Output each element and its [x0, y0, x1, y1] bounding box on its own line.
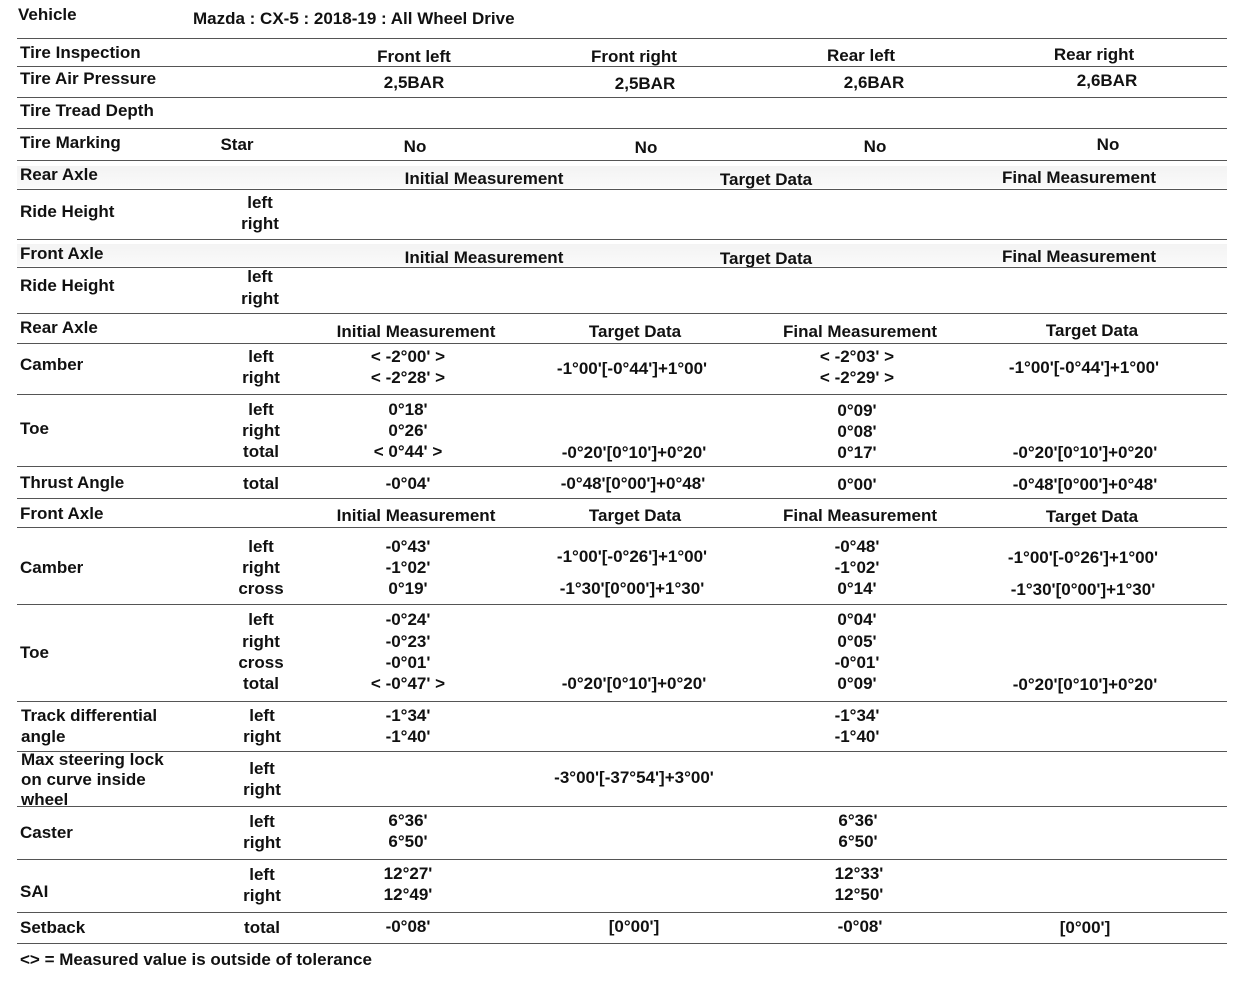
divider: [17, 466, 1227, 467]
rear-toe-initial-total: < 0°44' >: [373, 442, 443, 461]
divider: [17, 394, 1227, 395]
ride-rear-right: right: [241, 214, 279, 233]
rear-toe-initial-left: 0°18': [388, 400, 428, 419]
tolerance-footnote: <> = Measured value is outside of tolerance: [20, 950, 372, 969]
ride-front-target-header: Target Data: [719, 249, 813, 268]
marking-rear-left: No: [863, 137, 887, 156]
divider: [17, 189, 1227, 190]
rear-toe-target: -0°20'[0°10']+0°20': [561, 443, 707, 462]
air-pressure-rear-right: 2,6BAR: [1076, 71, 1138, 90]
thrust-angle-label: Thrust Angle: [20, 473, 125, 492]
caster-side-right: right: [243, 833, 281, 852]
front-camber-final-left: -0°48': [834, 537, 880, 556]
ride-height-front-label: Ride Height: [20, 276, 115, 295]
front-camber-side-right: right: [242, 558, 280, 577]
steer-target: -3°00'[-37°54']+3°00': [554, 768, 714, 787]
rear-toe-side-total: total: [243, 442, 279, 461]
setback-target: [0°00']: [608, 917, 660, 936]
tire-marking-star: Star: [220, 135, 254, 154]
divider: [17, 66, 1227, 67]
divider: [17, 943, 1227, 944]
air-pressure-front-left: 2,5BAR: [383, 73, 445, 92]
front-toe-side-cross: cross: [238, 653, 284, 672]
steer-lock-label-line3: wheel: [21, 790, 69, 809]
tire-marking-label: Tire Marking: [20, 133, 121, 152]
setback-target2: [0°00']: [1059, 918, 1111, 937]
rear-camber-label: Camber: [20, 355, 84, 374]
tire-tread-depth-label: Tire Tread Depth: [20, 101, 154, 120]
thrust-side-total: total: [243, 474, 279, 493]
track-side-right: right: [243, 727, 281, 746]
front-camber-initial-left: -0°43': [385, 537, 431, 556]
front-axle-title: Front Axle: [20, 504, 104, 523]
vehicle-value: Mazda : CX-5 : 2018-19 : All Wheel Drive: [193, 9, 515, 28]
front-camber-target2-cross: -1°30'[0°00']+1°30': [1010, 580, 1156, 599]
rear-toe-side-right: right: [242, 421, 280, 440]
front-target-header: Target Data: [588, 506, 682, 525]
thrust-target2: -0°48'[0°00']+0°48': [1012, 475, 1158, 494]
setback-side-total: total: [244, 918, 280, 937]
divider: [17, 498, 1227, 499]
divider: [17, 751, 1227, 752]
front-initial-header: Initial Measurement: [336, 506, 496, 525]
ride-rear-final-header: Final Measurement: [1002, 168, 1156, 187]
front-camber-target-cross: -1°30'[0°00']+1°30': [559, 579, 705, 598]
sai-initial-left: 12°27': [383, 864, 433, 883]
air-pressure-rear-left: 2,6BAR: [843, 73, 905, 92]
rear-camber-side-right: right: [242, 368, 280, 387]
front-toe-label: Toe: [20, 643, 49, 662]
sai-initial-right: 12°49': [383, 885, 433, 904]
caster-final-left: 6°36': [838, 811, 878, 830]
steer-side-left: left: [249, 759, 275, 778]
rear-initial-header: Initial Measurement: [336, 322, 496, 341]
setback-initial: -0°08': [385, 917, 431, 936]
marking-front-right: No: [634, 138, 658, 157]
front-toe-final-left: 0°04': [837, 610, 877, 629]
rear-camber-side-left: left: [248, 347, 274, 366]
ride-front-left: left: [247, 267, 273, 286]
setback-label: Setback: [20, 918, 86, 937]
divider: [17, 97, 1227, 98]
front-camber-target2: -1°00'[-0°26']+1°00': [1007, 548, 1159, 567]
divider: [17, 343, 1227, 344]
divider: [17, 239, 1227, 240]
front-camber-final-cross: 0°14': [837, 579, 877, 598]
front-toe-initial-cross: -0°01': [385, 653, 431, 672]
sai-label: SAI: [20, 882, 49, 901]
rear-axle-ride-title: Rear Axle: [20, 165, 98, 184]
steer-side-right: right: [243, 780, 281, 799]
rear-toe-final-total: 0°17': [837, 443, 877, 462]
front-camber-label: Camber: [20, 558, 84, 577]
front-toe-initial-total: < -0°47' >: [370, 674, 446, 693]
thrust-initial: -0°04': [385, 474, 431, 493]
ride-front-final-header: Final Measurement: [1002, 247, 1156, 266]
caster-label: Caster: [20, 823, 73, 842]
ride-front-initial-header: Initial Measurement: [404, 248, 564, 267]
rear-toe-final-left: 0°09': [837, 401, 877, 420]
thrust-target: -0°48'[0°00']+0°48': [560, 474, 706, 493]
front-toe-final-right: 0°05': [837, 632, 877, 651]
ride-rear-target-header: Target Data: [719, 170, 813, 189]
front-camber-target: -1°00'[-0°26']+1°00': [556, 547, 708, 566]
divider: [17, 160, 1227, 161]
track-diff-label-line2: angle: [21, 727, 66, 746]
tire-air-pressure-label: Tire Air Pressure: [20, 69, 157, 88]
ride-height-rear-label: Ride Height: [20, 202, 115, 221]
divider: [17, 701, 1227, 702]
front-toe-target2: -0°20'[0°10']+0°20': [1012, 675, 1158, 694]
caster-initial-right: 6°50': [388, 832, 428, 851]
ride-rear-initial-header: Initial Measurement: [404, 169, 564, 188]
track-initial-right: -1°40': [385, 727, 431, 746]
track-final-right: -1°40': [834, 727, 880, 746]
rear-toe-final-right: 0°08': [837, 422, 877, 441]
steer-lock-label-line2: on curve inside: [21, 770, 146, 789]
front-camber-final-right: -1°02': [834, 558, 880, 577]
caster-initial-left: 6°36': [388, 811, 428, 830]
tire-position-rear-left: Rear left: [826, 46, 896, 65]
thrust-final: 0°00': [837, 475, 877, 494]
front-toe-side-left: left: [248, 610, 274, 629]
front-camber-side-left: left: [248, 537, 274, 556]
ride-rear-left: left: [247, 193, 273, 212]
front-toe-initial-left: -0°24': [385, 610, 431, 629]
tire-inspection-label: Tire Inspection: [20, 43, 141, 62]
caster-final-right: 6°50': [838, 832, 878, 851]
track-final-left: -1°34': [834, 706, 880, 725]
sai-side-left: left: [249, 865, 275, 884]
rear-final-header: Final Measurement: [783, 322, 937, 341]
front-toe-final-total: 0°09': [837, 674, 877, 693]
steer-lock-label-line1: Max steering lock: [21, 750, 164, 769]
divider: [17, 267, 1227, 268]
divider: [17, 527, 1227, 528]
rear-target2-header: Target Data: [1045, 321, 1139, 340]
sai-final-right: 12°50': [834, 885, 884, 904]
marking-rear-right: No: [1096, 135, 1120, 154]
divider: [17, 313, 1227, 314]
tire-position-front-right: Front right: [591, 47, 677, 66]
air-pressure-front-right: 2,5BAR: [614, 74, 676, 93]
track-initial-left: -1°34': [385, 706, 431, 725]
ride-front-right: right: [241, 289, 279, 308]
sai-final-left: 12°33': [834, 864, 884, 883]
caster-side-left: left: [249, 812, 275, 831]
divider: [17, 128, 1227, 129]
rear-camber-initial-left: < -2°00' >: [370, 347, 446, 366]
rear-toe-target2: -0°20'[0°10']+0°20': [1012, 443, 1158, 462]
divider: [17, 38, 1227, 39]
front-camber-side-cross: cross: [238, 579, 284, 598]
tire-position-rear-right: Rear right: [1053, 45, 1135, 64]
marking-front-left: No: [403, 137, 427, 156]
front-axle-ride-title: Front Axle: [20, 244, 104, 263]
front-toe-initial-right: -0°23': [385, 632, 431, 651]
front-toe-side-right: right: [242, 632, 280, 651]
sai-side-right: right: [243, 886, 281, 905]
divider: [17, 806, 1227, 807]
front-target2-header: Target Data: [1045, 507, 1139, 526]
rear-camber-target: -1°00'[-0°44']+1°00': [556, 359, 708, 378]
rear-axle-title: Rear Axle: [20, 318, 98, 337]
divider: [17, 912, 1227, 913]
front-final-header: Final Measurement: [783, 506, 937, 525]
rear-camber-final-right: < -2°29' >: [819, 368, 895, 387]
divider: [17, 604, 1227, 605]
front-camber-initial-cross: 0°19': [388, 579, 428, 598]
rear-toe-side-left: left: [248, 400, 274, 419]
rear-camber-initial-right: < -2°28' >: [370, 368, 446, 387]
tire-position-front-left: Front left: [377, 47, 451, 66]
divider: [17, 859, 1227, 860]
rear-camber-final-left: < -2°03' >: [819, 347, 895, 366]
front-camber-initial-right: -1°02': [385, 558, 431, 577]
rear-toe-label: Toe: [20, 419, 49, 438]
vehicle-label: Vehicle: [18, 5, 77, 24]
rear-camber-target2: -1°00'[-0°44']+1°00': [1008, 358, 1160, 377]
rear-target-header: Target Data: [588, 322, 682, 341]
front-toe-final-cross: -0°01': [834, 653, 880, 672]
front-toe-target: -0°20'[0°10']+0°20': [561, 674, 707, 693]
front-toe-side-total: total: [243, 674, 279, 693]
track-diff-label-line1: Track differential: [21, 706, 158, 725]
rear-toe-initial-right: 0°26': [388, 421, 428, 440]
track-side-left: left: [249, 706, 275, 725]
setback-final: -0°08': [837, 917, 883, 936]
